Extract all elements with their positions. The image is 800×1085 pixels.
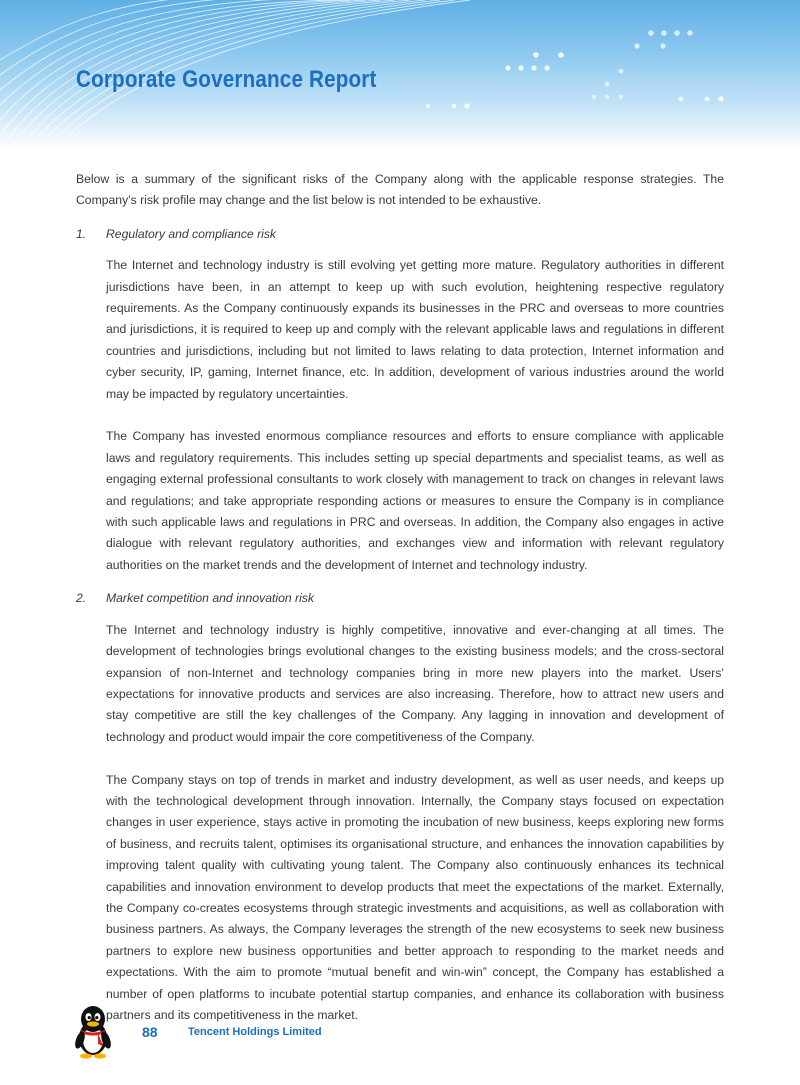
risk-paragraph: The Company has invested enormous compliance resources and efforts to ensure compliance with applicable laws and regulatory requirements. This includes setting up special departments and specialist teams, as well as engaging external professional consultants to work closely with management to track on changes in relevant laws and regulations; and take appropriate responding actions or measures to ensure the Company is in compliance with such applicable laws and regulations in PRC and overseas. In addition, the Company also engages in active dialogue with relevant regulatory authorities, and exchanges view and information with relevant regulatory authorities on the market trends and the development of Internet and technology industry. bbox=[106, 429, 724, 572]
risk-heading bbox=[76, 224, 724, 245]
penguin-mascot-icon bbox=[72, 1004, 114, 1060]
risk-paragraph: The Internet and technology industry is still evolving yet getting more mature. Regulatory authorities in different jurisdictions have been, in an attempt to keep up with such evolution, heightening respective regulatory requirements. As the Company continuously expands its businesses in the PRC and overseas to more countries and jurisdictions, it is required to keep up and comply with the relevant applicable laws and regulations in different countries and jurisdictions, including but not limited to laws relating to data protection, Internet information and cyber security, IP, gaming, Internet finance, etc. In addition, development of various industries around the world may be impacted by regulatory uncertainties. bbox=[106, 258, 724, 401]
risk-heading bbox=[76, 588, 724, 609]
page-footer bbox=[0, 1000, 800, 1085]
page-title: Corporate Governance Report bbox=[76, 66, 377, 93]
risk-title: Market competition and innovation risk bbox=[106, 591, 314, 606]
risk-number: 2. bbox=[76, 591, 87, 606]
intro-paragraph: Below is a summary of the significant risks of the Company along with the applicable response strategies. The Company’s risk profile may change and the list below is not intended to be exhaustive. bbox=[76, 172, 724, 208]
risk-title: Regulatory and compliance risk bbox=[106, 226, 277, 241]
main-content bbox=[76, 169, 724, 1038]
risk-body bbox=[106, 620, 724, 1027]
page-number: 88 bbox=[142, 1024, 158, 1040]
risk-item bbox=[76, 588, 724, 1026]
risk-paragraph: The Internet and technology industry is highly competitive, innovative and ever-changing at all times. The development of technologies brings evolutional changes to the existing business models; and the cross-sectoral expansion of non-Internet and technology companies bring in more new players into the market. Users’ expectations for innovative products and services are also increasing. Therefore, how to attract new users and stay competitive are still the key challenges of the Company. Any lagging in innovation and development of technology and product would impair the core competitiveness of the Company. bbox=[106, 622, 724, 744]
risk-body bbox=[106, 255, 724, 576]
risk-item bbox=[76, 224, 724, 576]
company-name: Tencent Holdings Limited bbox=[188, 1026, 322, 1038]
risk-number: 1. bbox=[76, 226, 87, 241]
risk-paragraph: The Company stays on top of trends in market and industry development, as well as user needs, and keeps up with the technological development through innovation. Internally, the Company stays focused on expectation changes in user experience, stays active in promoting the incubation of new business, keeps exploring new forms of business, and recruits talent, optimises its organisational structure, and enhances the innovation capabilities by improving talent quality with cultivating young talent. The Company also continuously enhances its technical capabilities and innovation environment to develop products that meet the expectations of the market. Externally, the Company co-creates ecosystems through strategic investments and acquisitions, as well as collaboration with business partners. As always, the Company leverages the strength of the new ecosystems to seek new business partners to explore new business opportunities and better approach to responding to the market needs and expectations. With the aim to promote “mutual benefit and win-win” concept, the Company has established a number of open platforms to incubate potential startup companies, and enhance its collaboration with business partners and its competitiveness in the market. bbox=[106, 772, 724, 1022]
